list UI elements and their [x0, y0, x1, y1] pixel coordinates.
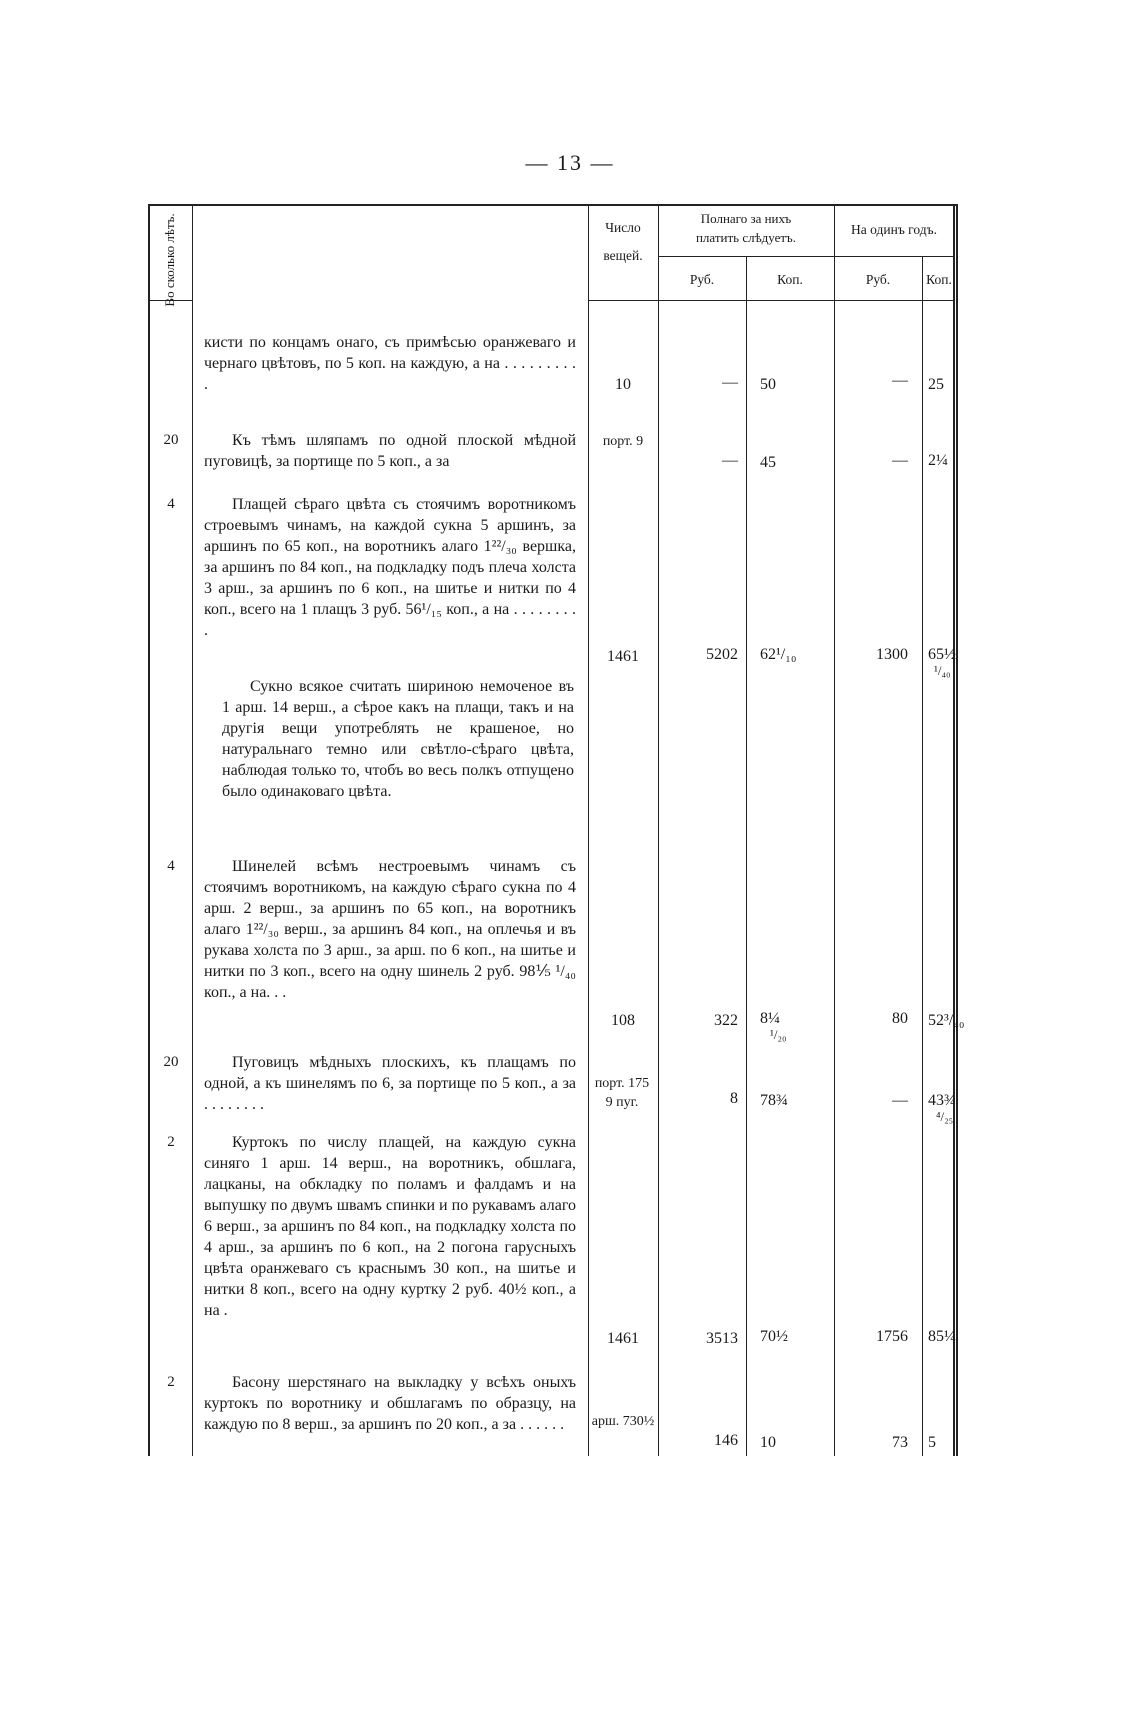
header-count: Число вещей. [603, 220, 643, 263]
row-year-kop: 2¼ [928, 452, 948, 469]
row-count: 10 [615, 376, 631, 393]
row-total-kop: 50 [760, 376, 776, 393]
row-total-kop: 8¼ ¹/₂₀ [760, 1010, 787, 1042]
row-total-rub: 3513 [706, 1330, 738, 1347]
row-year-kop: 85¼ [928, 1328, 956, 1345]
row-description: Шинелей всѣмъ нестроевымъ чинамъ съ стоячимъ воротникомъ, на каждую сѣраго сукна по 4 арш. 2 верш., за аршинъ по 65 коп., на воротникъ алаго 1²²/₃₀ верш., за аршинъ 84 коп., на оплечья и въ рукава холста по 3 арш., за арш. по 6 коп., на шитье и нитки по 3 коп., всего на одну шинель 2 руб. 98⅕ ¹/₄₀ коп., а на. . . [204, 858, 576, 1001]
row-year-rub: — [892, 1092, 908, 1109]
row-total-kop: 70½ [760, 1328, 788, 1345]
row-year-kop: 65½ ¹/₄₀ [928, 646, 956, 678]
row-description: Пуговицъ мѣдныхъ плоскихъ, къ плащамъ по одной, а къ шинелямъ по 6, за портище по 5 коп., а за . . . . . . . . [204, 1054, 576, 1113]
row-year-kop: 43¾ ⁴/₂₅ [928, 1092, 956, 1124]
row-years: 20 [163, 1054, 179, 1070]
row-year-kop: 25 [928, 376, 944, 393]
row-count: 1461 [607, 1330, 639, 1347]
header-per-year: На одинъ годъ. [851, 222, 937, 237]
table-top-border [148, 204, 958, 206]
row-year-rub: — [892, 372, 908, 389]
header-total-rub: Руб. [689, 272, 715, 287]
row-years: 20 [163, 432, 179, 448]
row-total-rub: — [722, 452, 738, 469]
row-description: Сукно всякое считать шириною немоченое въ 1 арш. 14 верш., а сѣрое какъ на плащи, такъ и на другія вещи употреблять не крашеное, но натуральнаго темно или свѣтло-сѣраго цвѣта, наблюдая только то, чтобъ во весь полкъ отпущено было одинаковаго цвѣта. [222, 678, 574, 800]
year-kop-rule [922, 256, 923, 1456]
row-years: 2 [167, 1134, 175, 1150]
row-count: порт. 175 9 пуг. [594, 1076, 650, 1110]
header-total-kop: Коп. [777, 272, 803, 287]
row-description: Куртокъ по числу плащей, на каждую сукна синяго 1 арш. 14 верш., на воротникъ, обшлага, лацканы, на обкладку по поламъ и фалдамъ и на выпушку по двумъ швамъ спинки и по рукавамъ алаго 6 верш., за аршинъ по 84 коп., на подкладку холста по 4 арш., за аршинъ по 6 коп., на 2 погона гарусныхъ цвѣта оранжеваго съ краснымъ 30 коп., на шитье и нитки 8 коп., всего на одну куртку 2 руб. 40½ коп., а на . [204, 1134, 576, 1319]
header-year-rub: Руб. [865, 272, 891, 287]
row-count: 1461 [607, 648, 639, 665]
ledger-table [148, 204, 965, 1456]
row-year-rub: 80 [892, 1010, 908, 1027]
row-year-kop: 5 [928, 1434, 936, 1451]
row-years: 2 [167, 1374, 175, 1390]
row-count: порт. 9 [602, 434, 644, 449]
row-year-rub: 1756 [876, 1328, 908, 1345]
subheader-rule [658, 256, 955, 257]
table-left-border [148, 204, 150, 1456]
row-total-rub: 5202 [706, 646, 738, 663]
row-total-kop: 62¹/₁₀ [760, 646, 797, 663]
header-years: Во сколько лѣтъ. [162, 213, 178, 307]
row-total-kop: 78¾ [760, 1092, 788, 1109]
row-total-rub: — [722, 374, 738, 391]
row-description: Къ тѣмъ шляпамъ по одной плоской мѣдной пуговицѣ, за портище по 5 коп., а за [204, 432, 576, 470]
row-year-rub: 73 [892, 1434, 908, 1451]
row-count: 108 [611, 1012, 635, 1029]
header-total: Полнаго за нихъ платить слѣдуетъ. [695, 211, 797, 245]
row-year-rub: 1300 [876, 646, 908, 663]
year-column-rule [834, 204, 835, 1456]
row-total-rub: 146 [714, 1432, 738, 1449]
years-column-rule [192, 204, 193, 1456]
row-total-kop: 45 [760, 454, 776, 471]
header-bottom-rule [588, 300, 955, 301]
page-number: — 13 — [525, 150, 615, 175]
total-kop-rule [746, 256, 747, 1456]
row-total-kop: 10 [760, 1434, 776, 1451]
row-total-rub: 8 [730, 1090, 738, 1107]
row-years: 4 [167, 496, 175, 512]
row-count: арш. 730½ [591, 1414, 655, 1429]
row-total-rub: 322 [714, 1012, 738, 1029]
row-years: 4 [167, 858, 175, 874]
row-description: Плащей сѣраго цвѣта съ стоячимъ воротникомъ строевымъ чинамъ, на каждой сукна 5 аршинъ, за аршинъ по 65 коп., на воротникъ алаго 1²²/₃₀ вершка, за аршинъ по 84 коп., на подкладку подъ плеча холста 3 арш., за аршинъ по 6 коп., на шитье и нитки по 4 коп., всего на 1 плащъ 3 руб. 56¹/₁₅ коп., а на . . . . . . . . . [204, 496, 576, 639]
row-description: Басону шерстянаго на выкладку у всѣхъ оныхъ куртокъ по воротнику и обшлагамъ по образцу, на каждую по 8 верш., за аршинъ по 20 коп., а за . . . . . . [204, 1374, 576, 1433]
header-year-kop: Коп. [926, 272, 952, 287]
row-year-rub: — [892, 452, 908, 469]
row-description: кисти по концамъ онаго, съ примѣсью оранжеваго и чернаго цвѣтовъ, по 5 коп. на каждую, а на . . . . . . . . . . [204, 334, 576, 393]
row-year-kop: 52³/₄₀ [928, 1012, 965, 1029]
